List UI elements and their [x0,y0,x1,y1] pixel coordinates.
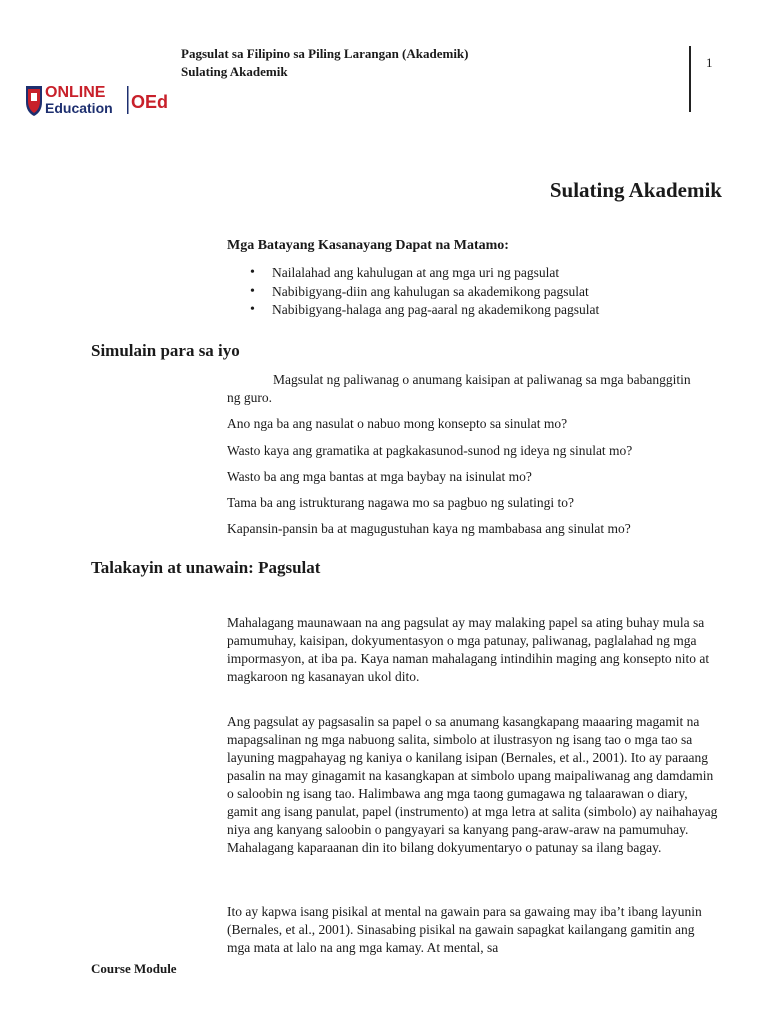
subject-title: Sulating Akademik [181,64,288,79]
list-item: • Nailalahad ang kahulugan at ang mga uri ng pagsulat [227,264,707,283]
section1-intro: Magsulat ng paliwanag o anumang kaisipan at paliwanag sa mga babanggitin ng guro. [227,372,691,405]
section-heading-simulain: Simulain para sa iyo [91,341,240,360]
question-item: Tama ba ang istrukturang nagawa mo sa pagbuo ng sulatingi to? [227,495,574,510]
section-heading-talakayin: Talakayin at unawain: Pagsulat [91,558,321,577]
page-title: Sulating Akademik [549,178,722,202]
online-education-logo [24,80,174,118]
body-paragraph: Ang pagsulat ay pagsasalin sa papel o sa anumang kasangkapang maaaring magamit na mapagsalinan ng mga nabuong salita, simbolo at ilustrasyon ng isang tao o mga tao sa layuning magpahayag ng kaniya o kanilang isipan (Bernales, et al., 2001). Ito ay paraang pasalin na may ginagamit na kasangkapan at simbolo upang maipaliwanag ang damdamin o saloobin ng isang tao. Halimbawa ang mga taong gumagawa ng talaarawan o diary, gamit ang isang panulat, papel (instrumento) at mga letra at salita (simbolo) ay naihahayag niya ang kanyang saloobin o pangyayari sa kanyang pang-araw-araw na pamumuhay. Mahalagang kaparaanan din ito bilang dokyumentaryo o patunay sa ilang bagay. [227,714,718,855]
body-paragraph: Mahalagang maunawaan na ang pagsulat ay may malaking papel sa ating buhay mula sa pamumuhay, kaisipan, dokyumentasyon o mga patunay, paliwanag, paglalahad ng mga impormasyon, at iba pa. Kaya naman mahalagang intindihin maging ang konsepto nito at magkaroon ng kasanayan ukol dito. [227,615,710,684]
logo-online-text: ONLINE [45,84,106,101]
logo-education-text: Education [45,100,113,116]
footer-label: Course Module [91,961,177,976]
question-item: Kapansin-pansin ba at magugustuhan kaya ng mambabasa ang sinulat mo? [227,521,631,536]
skills-list [227,264,707,320]
header-divider [689,46,691,112]
list-item: • Nabibigyang-halaga ang pag-aaral ng akademikong pagsulat [227,301,707,320]
question-item: Ano nga ba ang nasulat o nabuo mong konsepto sa sinulat mo? [227,416,568,431]
body-paragraph: Ito ay kapwa isang pisikal at mental na gawain para sa gawaing may iba’t ibang layunin (Bernales, et al., 2001). Sinasabing pisikal na gawain sapagkat kailangang gamitin ang mga mata at lalo na ang mga kamay. At mental, sa [227,904,702,955]
logo-oed-text: OEd [131,92,169,112]
list-item: • Nabibigyang-diin ang kahulugan sa akademikong pagsulat [227,283,707,302]
skills-heading: Mga Batayang Kasanayang Dapat na Matamo: [227,238,509,253]
question-item: Wasto kaya ang gramatika at pagkakasunod-sunod ng ideya ng sinulat mo? [227,443,633,458]
page-number: 1 [706,55,713,70]
question-item: Wasto ba ang mga bantas at mga baybay na isinulat mo? [227,469,532,484]
course-title: Pagsulat sa Filipino sa Piling Larangan (Akademik) [181,46,469,61]
